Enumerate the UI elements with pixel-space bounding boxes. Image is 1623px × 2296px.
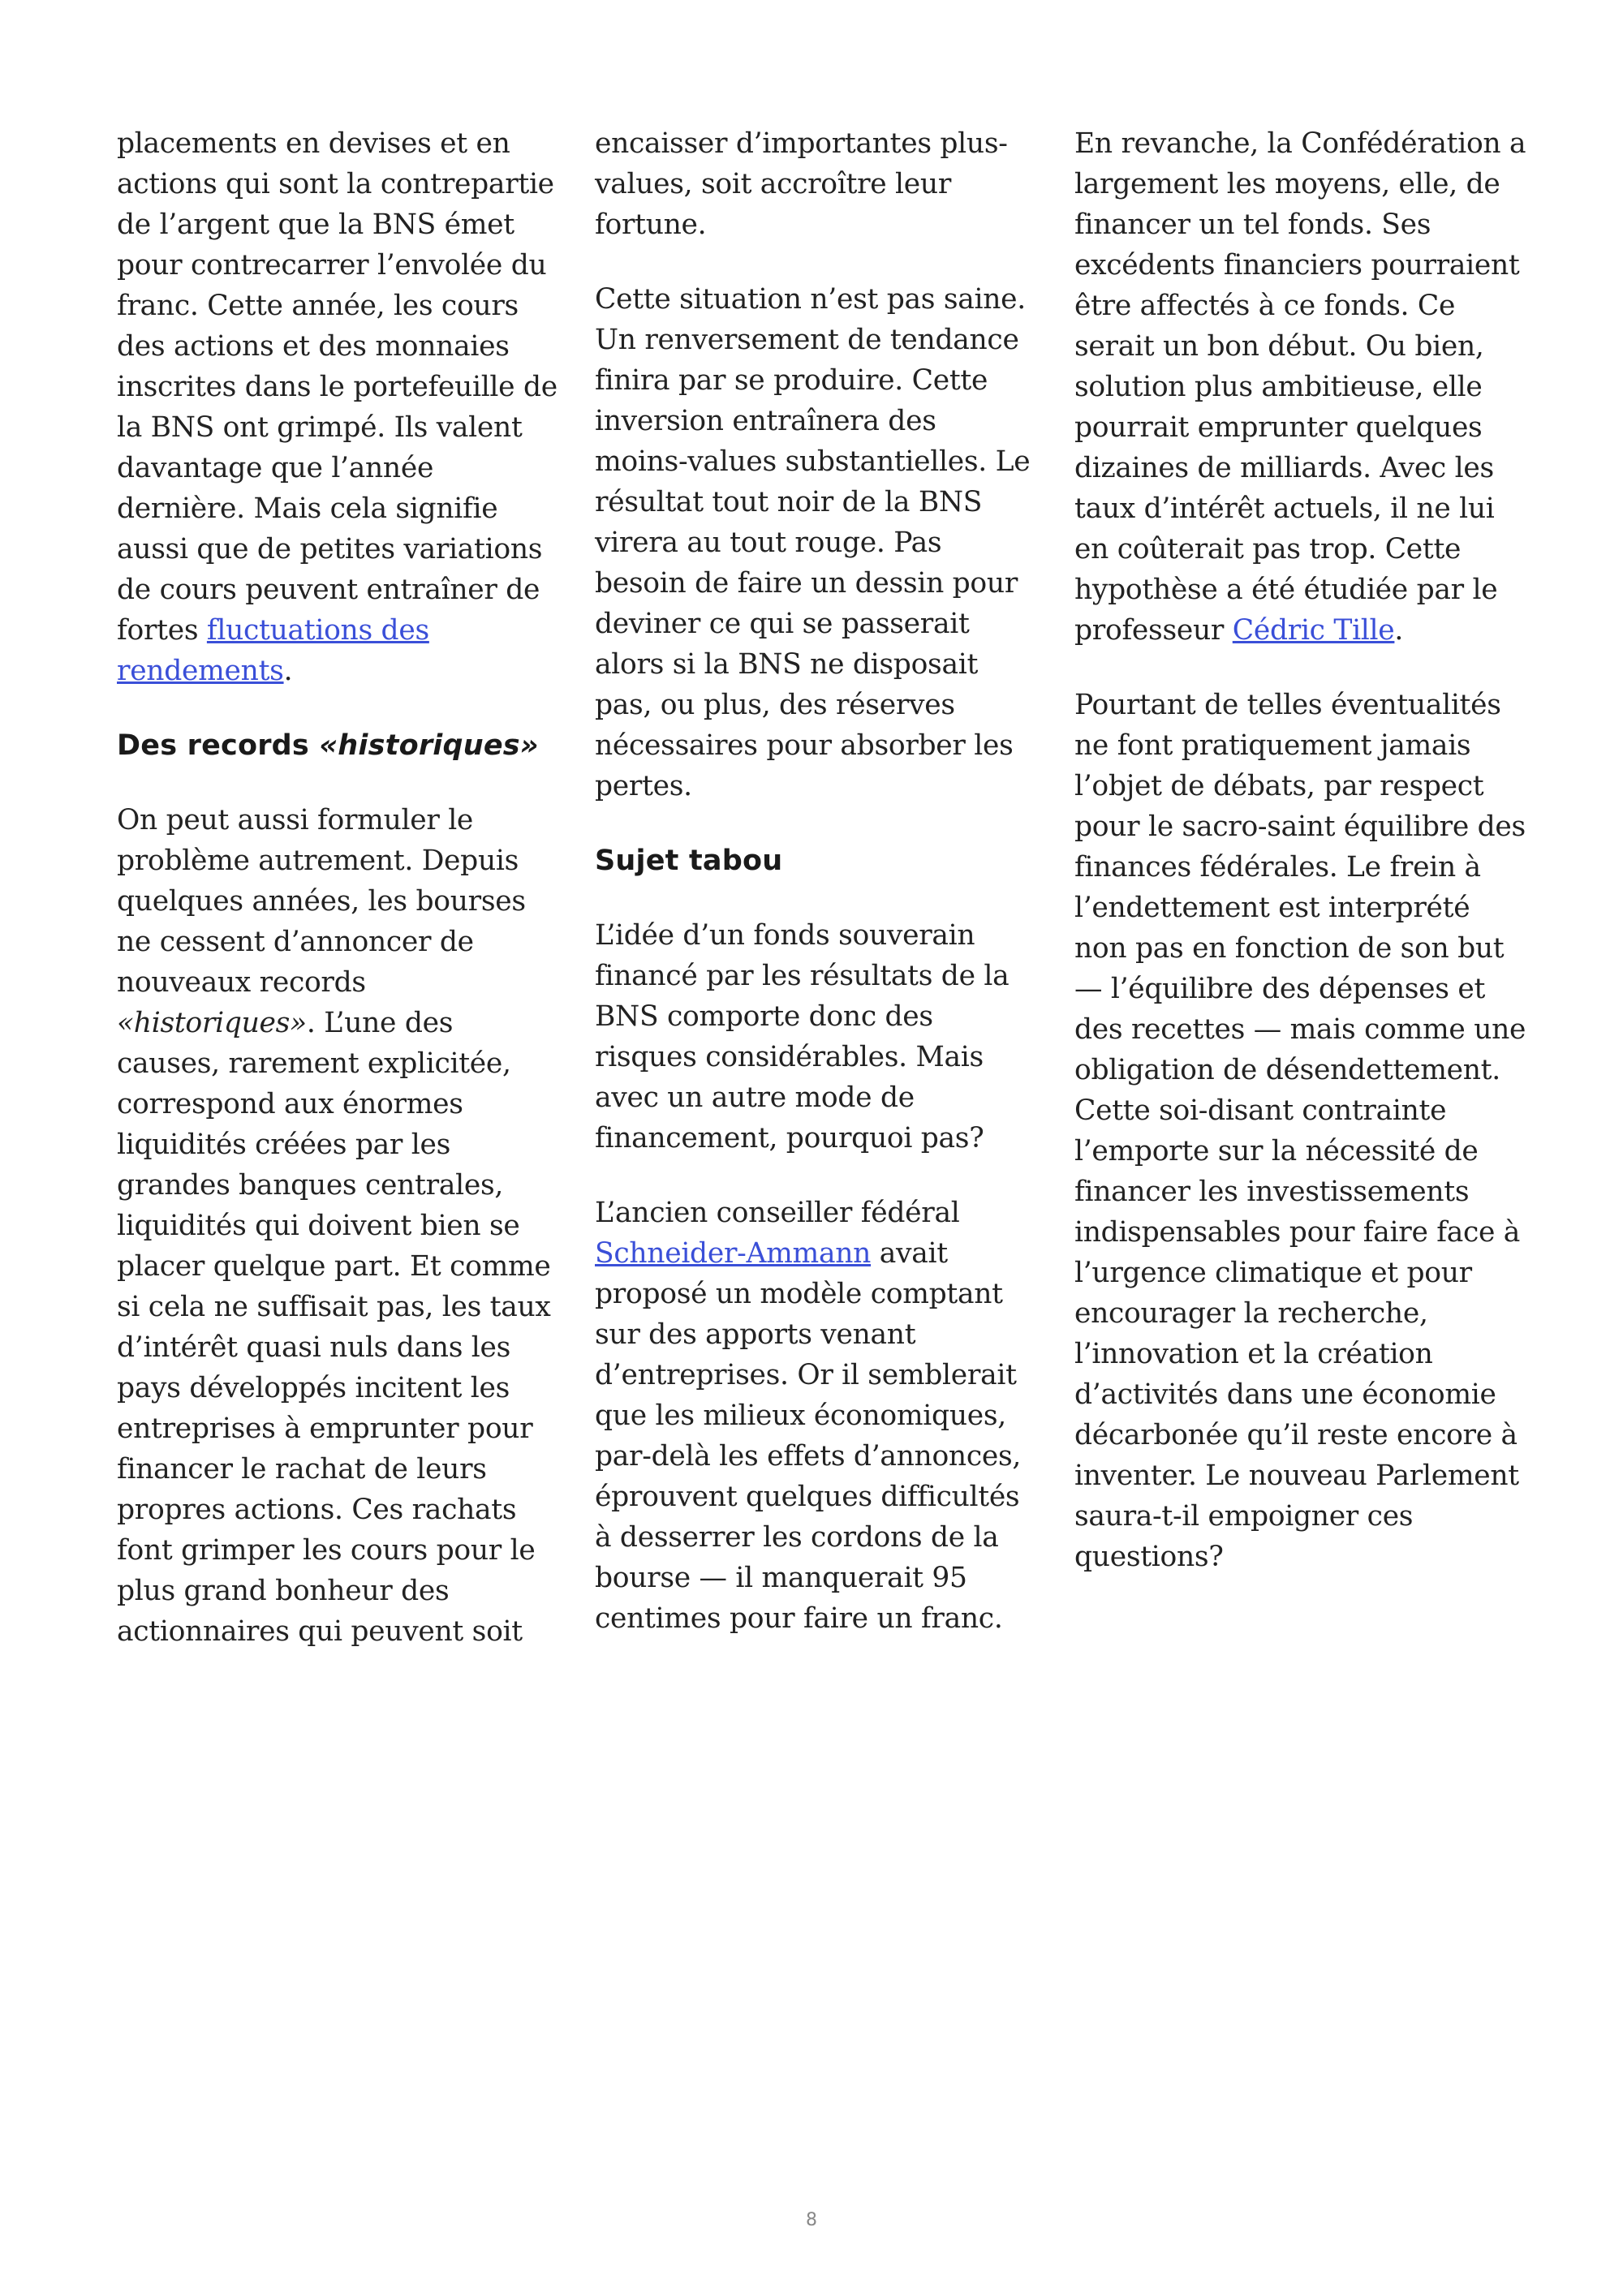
paragraph: L’idée d’un fonds souverain financé par les résultats de la BNS comporte donc des risques considérables. Mais avec un autre mode de financement, pourquoi pas? bbox=[595, 919, 1010, 1154]
link-fluctuations-des-rendements[interactable]: fluctuations des rendements bbox=[117, 614, 429, 687]
text-column-1 bbox=[117, 123, 559, 1652]
link-cedric-tille[interactable]: Cédric Tille bbox=[1232, 614, 1395, 647]
text-column-2 bbox=[595, 123, 1037, 1639]
paragraph: Cette situation n’est pas saine. Un renversement de tendance finira par se produire. Cette inversion entraînera des moins-values substantielles. Le résultat tout noir de la BNS virera au tout rouge. Pas besoin de faire un dessin pour deviner ce qui se passerait alors si la BNS ne disposait pas, ou plus, des réserves nécessaires pour absorber les pertes. bbox=[595, 283, 1031, 802]
page-number: 8 bbox=[806, 2210, 817, 2230]
paragraph: placements en devises et en actions qui sont la contrepartie de l’argent que la BNS émet pour contrecarrer l’envolée du franc. Cette année, les cours des actions et des monnaies inscrites dans le portefeuille de la BNS ont grimpé. Ils valent davantage que l’année dernière. Mais cela signifie aussi que de petites variations de cours peuvent entraîner de fortes fluctuations des rendements. bbox=[117, 127, 558, 687]
paragraph: En revanche, la Confédération a largement les moyens, elle, de financer un tel fonds. Ses excédents financiers pourraient être affectés à ce fonds. Ce serait un bon début. Ou bien, solution plus ambitieuse, elle pourrait emprunter quelques dizaines de milliards. Avec les taux d’intérêt actuels, il ne lui en coûterait pas trop. Cette hypothèse a été étudiée par le professeur Cédric Tille. bbox=[1074, 127, 1526, 647]
link-schneider-ammann[interactable]: Schneider-Ammann bbox=[595, 1237, 872, 1270]
paragraph: L’ancien conseiller fédéral Schneider-Ammann avait proposé un modèle comptant sur des apports venant d’entreprises. Or il semblerait que les milieux économiques, par-delà les effets d’annonces, éprouvent quelques difficultés à desserrer les cordons de la bourse — il manquerait 95 centimes pour faire un franc. bbox=[595, 1197, 1022, 1635]
section-heading-sujet-tabou: Sujet tabou bbox=[595, 845, 783, 877]
paragraph: Pourtant de telles éventualités ne font pratiquement jamais l’objet de débats, par respect pour le sacro-saint équilibre des finances fédérales. Le frein à l’endettement est interprété non pas en fonction de son but — l’équilibre des dépenses et des recettes — mais comme une obligation de désendettement. bbox=[1074, 689, 1526, 1086]
section-heading-records: Des records «historiques» bbox=[117, 729, 539, 762]
paragraph: On peut aussi formuler le problème autrement. Depuis quelques années, les bourses ne cessent d’annoncer de nouveaux records «historiques». L’une des causes, rarement explicitée, correspond aux énormes liquidités créées par les grandes banques centrales, liquidités qui doivent bien se placer quelque part. Et comme si cela ne suffisait pas, les taux d’intérêt quasi nuls dans les pays développés incitent les entreprises à emprunter pour financer le rachat de leurs propres actions. Ces rachats font grimper les cours pour le plus grand bonheur des actionnaires qui peuvent soit bbox=[117, 804, 551, 1648]
paragraph: encaisser d’importantes plus-values, soit accroître leur fortune. bbox=[595, 127, 1008, 241]
text-column-3 bbox=[1074, 123, 1529, 1577]
paragraph: Cette soi-disant contrainte l’emporte sur la nécessité de financer les investissements indispensables pour faire face à l’urgence climatique et pour encourager la recherche, l’innovation et la création d’activités dans une économie décarbonée qu’il reste encore à inventer. Le nouveau Parlement saura-t-il empoigner ces questions? bbox=[1074, 1094, 1521, 1573]
